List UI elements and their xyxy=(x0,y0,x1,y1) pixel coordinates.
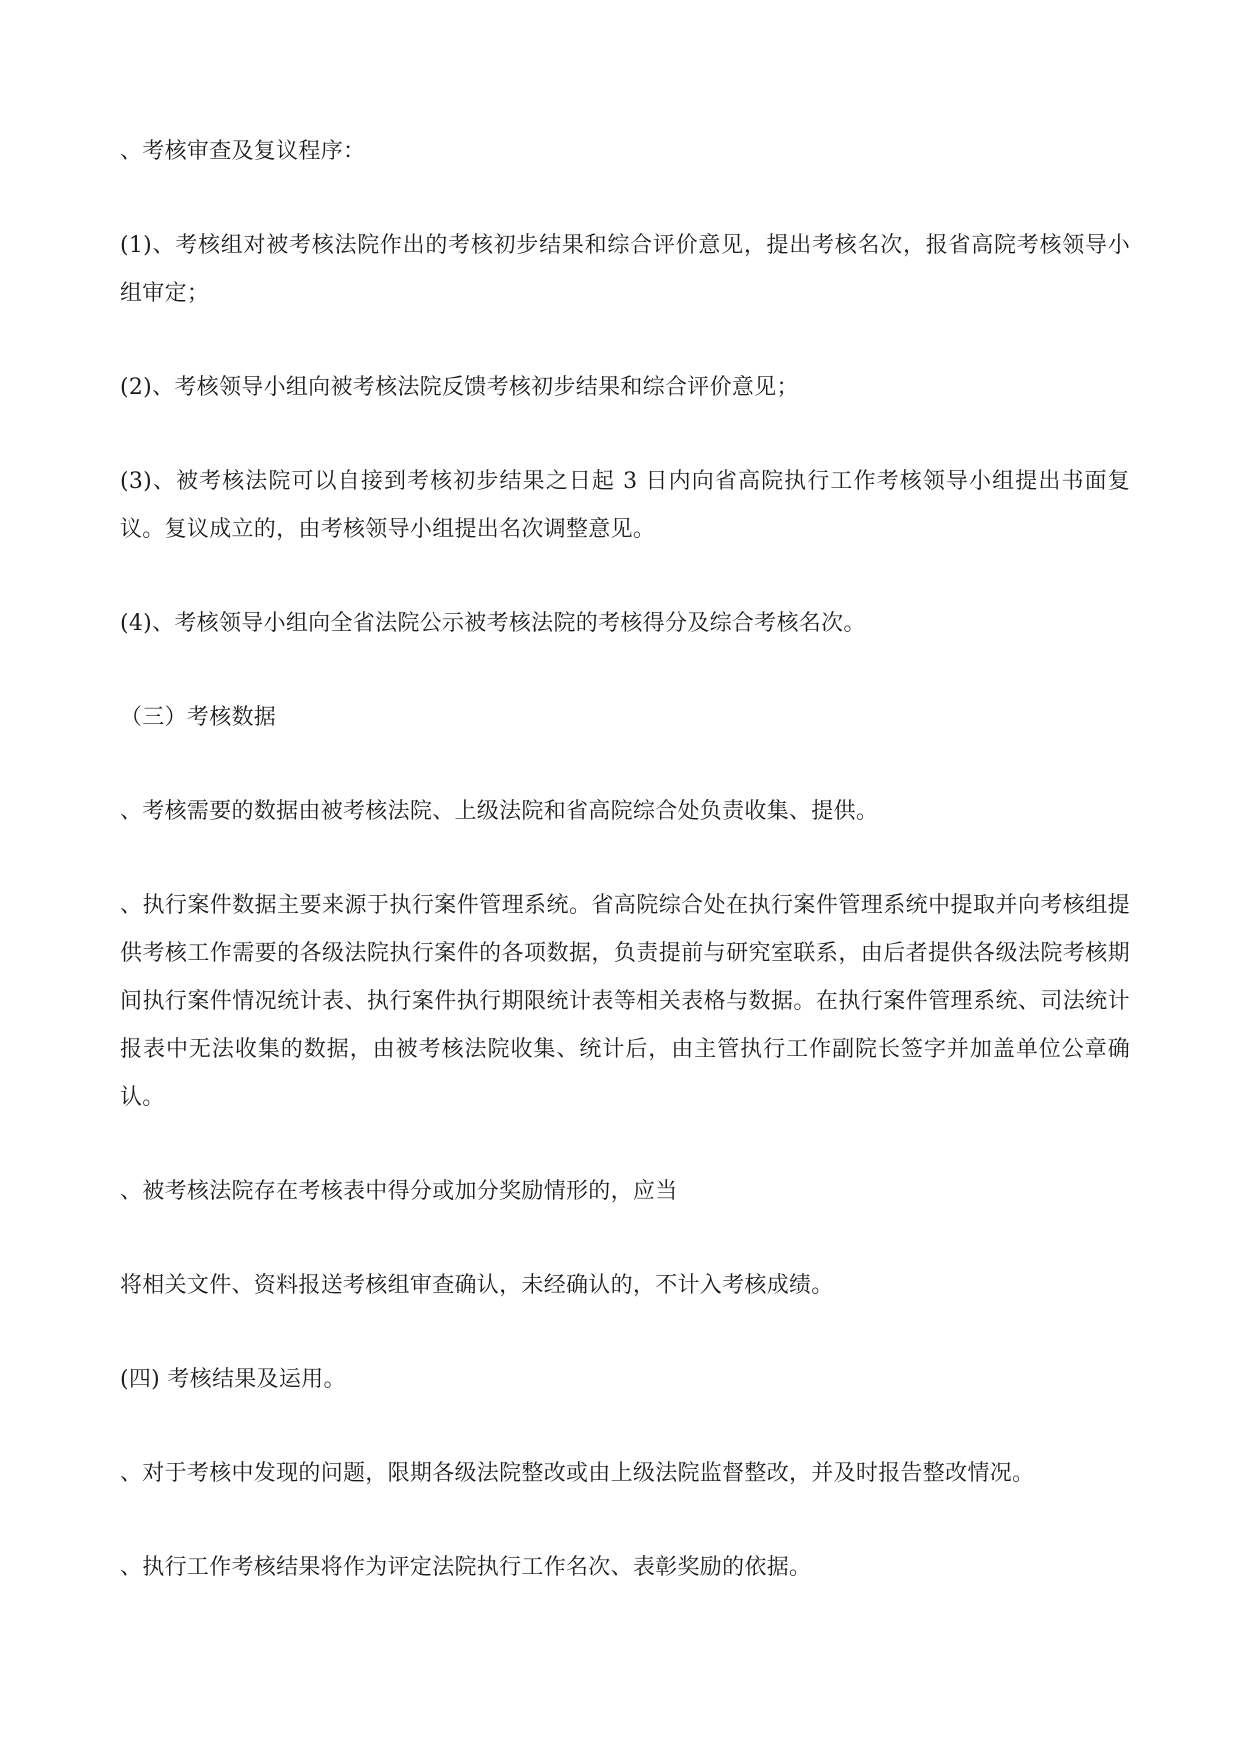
document-body xyxy=(120,128,1130,1638)
paragraph-review-procedure-heading: 、考核审查及复议程序： xyxy=(120,139,366,164)
paragraph-item-1: (1)、考核组对被考核法院作出的考核初步结果和综合评价意见，提出考核名次，报省高院考核领导小组审定； xyxy=(120,233,1130,306)
paragraph-item-3: (3)、被考核法院可以自接到考核初步结果之日起 3 日内向省高院执行工作考核领导小组提出书面复议。复议成立的，由考核领导小组提出名次调整意见。 xyxy=(120,469,1130,542)
paragraph-bonus-cases: 、被考核法院存在考核表中得分或加分奖励情形的，应当 xyxy=(120,1179,678,1204)
paragraph-bonus-cases-continued: 将相关文件、资料报送考核组审查确认，未经确认的，不计入考核成绩。 xyxy=(120,1273,834,1298)
paragraph-data-sources: 、考核需要的数据由被考核法院、上级法院和省高院综合处负责收集、提供。 xyxy=(120,799,879,824)
paragraph-item-2: (2)、考核领导小组向被考核法院反馈考核初步结果和综合评价意见； xyxy=(120,375,799,400)
section-heading-results-usage: (四) 考核结果及运用。 xyxy=(120,1367,346,1392)
paragraph-case-data: 、执行案件数据主要来源于执行案件管理系统。省高院综合处在执行案件管理系统中提取并向考核组提供考核工作需要的各级法院执行案件的各项数据，负责提前与研究室联系，由后者提供各级法院考核期间执行案件情况统计表、执行案件执行期限统计表等相关表格与数据。在执行案件管理系统、司法统计报表中无法收集的数据，由被考核法院收集、统计后，由主管执行工作副院长签字并加盖单位公章确认。 xyxy=(120,893,1130,1110)
paragraph-rectification: 、对于考核中发现的问题，限期各级法院整改或由上级法院监督整改，并及时报告整改情况。 xyxy=(120,1461,1035,1486)
paragraph-item-4: (4)、考核领导小组向全省法院公示被考核法院的考核得分及综合考核名次。 xyxy=(120,611,866,636)
paragraph-results-basis: 、执行工作考核结果将作为评定法院执行工作名次、表彰奖励的依据。 xyxy=(120,1555,812,1580)
section-heading-assessment-data: （三）考核数据 xyxy=(120,705,277,730)
